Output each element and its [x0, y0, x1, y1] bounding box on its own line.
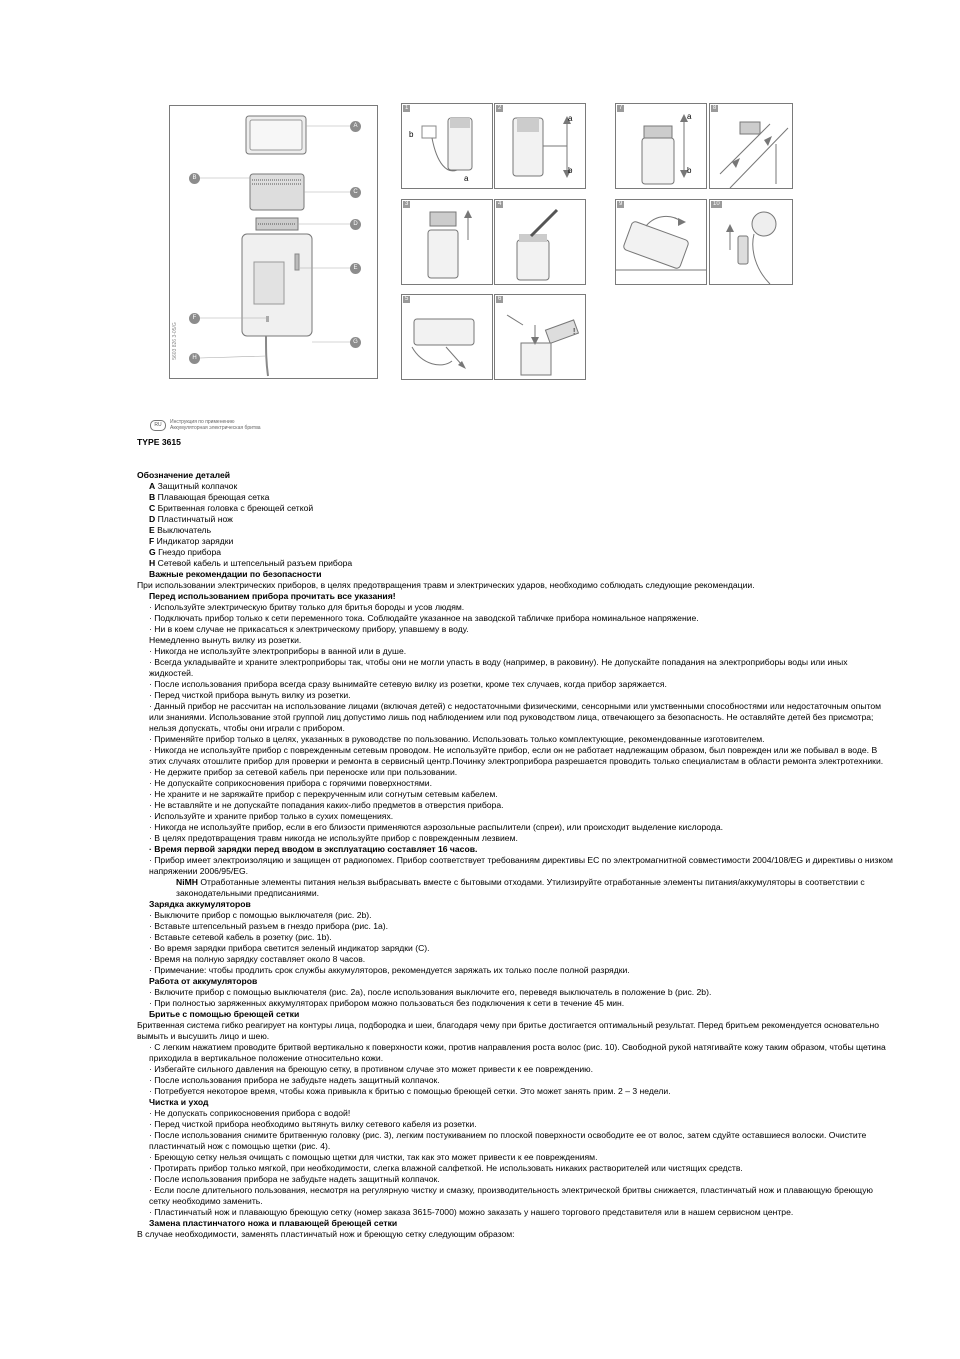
language-badge: RU — [150, 420, 166, 431]
paragraph — [137, 965, 893, 976]
step-panel-2 — [494, 103, 586, 189]
part-key: NiMH — [176, 877, 198, 887]
paragraph-text: · Избегайте сильного давления на бреющую сетку, в противном случае это может привести к ее повреждению. — [149, 1064, 593, 1074]
paragraph-text: Обозначение деталей — [137, 470, 231, 480]
paragraph — [137, 646, 893, 657]
instructions-text — [137, 437, 893, 1240]
paragraph-text: · Никогда не используйте прибор, если в его близости применяются аэрозольные распылители (спреи), или происходит выделение кислорода. — [149, 822, 724, 832]
step-panel-6 — [494, 294, 586, 380]
step-panel-10 — [709, 199, 793, 285]
paragraph — [137, 1020, 893, 1042]
paragraph — [137, 1042, 893, 1064]
paragraph — [137, 877, 893, 899]
paragraph-text: · Подключать прибор только к сети переменного тока. Соблюдайте указанное на заводской табличке прибора номинальное напряжение. — [149, 613, 699, 623]
paragraph — [137, 800, 893, 811]
part-key: F — [149, 536, 155, 546]
paragraph-text: При использовании электрических приборов, в целях предотвращения травм и электрических ударов, необходимо соблюдать следующие рекомендации. — [137, 580, 755, 590]
paragraph-text: · Пластинчатый нож и плавающую бреющую сетку (номер заказа 3615-7000) можно заказать у нашего торгового представителя или в нашем сервисном центре. — [149, 1207, 794, 1217]
paragraph — [137, 778, 893, 789]
paragraph-text: Индикатор зарядки — [154, 536, 234, 546]
part-key: D — [149, 514, 156, 524]
paragraph-text: Бритвенная головка с бреющей сеткой — [155, 503, 314, 513]
panel-label: ! — [573, 327, 576, 336]
part-key: A — [149, 481, 156, 491]
paragraph-text: Пластинчатый нож — [155, 514, 233, 524]
paragraph — [137, 690, 893, 701]
paragraph — [137, 569, 893, 580]
ru-title-line: Аккумуляторная электрическая бритва — [170, 425, 261, 431]
step-panel-7 — [615, 103, 707, 189]
side-code: 5603 826 3-05/G — [171, 322, 178, 360]
paragraph-text: · После использования снимите бритвенную головку (рис. 3), легким постукиванием по плоской поверхности освободите ее от волос, затем сдуйте оставшиеся волоски. Очистите пластинчатый нож с помощью щетки (рис. 4). — [149, 1130, 867, 1151]
paragraph — [137, 657, 893, 679]
paragraph-text: · Всегда укладывайте и храните электроприборы так, чтобы они не могли упасть в воду (например, в раковину). Не допускайте попадания на электроприборы воды или иных жидкостей. — [149, 657, 848, 678]
paragraph — [137, 976, 893, 987]
paragraph-text: · Ни в коем случае не прикасаться к электрическому прибору, упавшему в воду. — [149, 624, 469, 634]
paragraph — [137, 580, 893, 591]
part-key: B — [149, 492, 156, 502]
panel-number: 9 — [619, 201, 623, 207]
paragraph-text: · Вставьте штепсельный разъем в гнездо прибора (рис. 1a). — [149, 921, 389, 931]
paragraph-text: · Бреющую сетку нельзя очищать с помощью щетки для чистки, так как это может привести к ее повреждениям. — [149, 1152, 598, 1162]
paragraph — [137, 1174, 893, 1185]
paragraph-text: · После использования прибора всегда сразу вынимайте сетевую вилку из розетки, кроме тех случаев, когда прибор заряжается. — [149, 679, 667, 689]
paragraph — [137, 811, 893, 822]
callout-c: C — [350, 187, 361, 198]
paragraph-text: · Никогда не используйте электроприборы в ванной или в душе. — [149, 646, 407, 656]
paragraph-text: · Если после длительного пользования, несмотря на регулярную чистку и смазку, производительность электрической бритвы снижается, пластинчатый нож и плавающую бреющую сетку необходимо заменить. — [149, 1185, 873, 1206]
paragraph — [137, 1108, 893, 1119]
paragraph-text: · Используйте и храните прибор только в сухих помещениях. — [149, 811, 394, 821]
shaver-diagram — [170, 106, 377, 378]
paragraph — [137, 745, 893, 767]
paragraph — [137, 1229, 893, 1240]
paragraph — [137, 734, 893, 745]
paragraph-text: · Прибор имеет электроизоляцию и защищен от радиопомех. Прибор соответствует требованиям директивы ЕС по электромагнитной совместимости 2004/108/EG и директивы о низком напряжении 2006/95/EG. — [149, 855, 893, 876]
paragraph — [137, 481, 893, 492]
step-panel-1 — [401, 103, 493, 189]
paragraph — [137, 1152, 893, 1163]
paragraph-text: · Вставьте сетевой кабель в розетку (рис. 1b). — [149, 932, 332, 942]
callout-h: H — [189, 353, 200, 364]
paragraph-text: Важные рекомендации по безопасности — [149, 569, 322, 579]
ru-title — [170, 419, 261, 431]
step-panel-5 — [401, 294, 493, 380]
callout-f: F — [189, 313, 200, 324]
paragraph-text: · Применяйте прибор только в целях, указанных в руководстве по пользованию. Использовать только комплектующие, рекомендованные изготовителем. — [149, 734, 765, 744]
callout-g: G — [350, 337, 361, 348]
part-key: C — [149, 503, 156, 513]
paragraph — [137, 492, 893, 503]
paragraph-text: Замена пластинчатого ножа и плавающей бреющей сетки — [149, 1218, 398, 1228]
paragraph — [137, 547, 893, 558]
panel-number: 1 — [405, 105, 409, 111]
paragraph-text: · Перед чисткой прибора вынуть вилку из розетки. — [149, 690, 351, 700]
paragraph-text: Плавающая бреющая сетка — [155, 492, 270, 502]
paragraph — [137, 1064, 893, 1075]
paragraph-text: · Используйте электрическую бритву только для бритья бороды и усов людям. — [149, 602, 465, 612]
paragraph — [137, 932, 893, 943]
panel-number: 4 — [498, 201, 502, 207]
paragraph — [137, 1009, 893, 1020]
paragraph — [137, 855, 893, 877]
instructions-body — [137, 470, 893, 1240]
panel-number: 7 — [619, 105, 623, 111]
paragraph — [137, 987, 893, 998]
paragraph — [137, 1130, 893, 1152]
paragraph — [137, 1075, 893, 1086]
paragraph — [137, 921, 893, 932]
paragraph — [137, 1185, 893, 1207]
paragraph-text: · Не храните и не заряжайте прибор с перекрученным или согнутым сетевым кабелем. — [149, 789, 498, 799]
spacer — [137, 448, 893, 470]
paragraph — [137, 822, 893, 833]
paragraph — [137, 833, 893, 844]
part-key: G — [149, 547, 156, 557]
panel-label: b — [409, 130, 414, 139]
paragraph-text: · Выключите прибор с помощью выключателя (рис. 2b). — [149, 910, 372, 920]
paragraph — [137, 767, 893, 778]
paragraph-text: · После использования прибора не забудьте надеть защитный колпачок. — [149, 1174, 440, 1184]
paragraph-text: Зарядка аккумуляторов — [149, 899, 251, 909]
paragraph-text: · Включите прибор с помощью выключателя (рис. 2a), после использования выключите его, переведя выключатель в положение b (рис. 2b). — [149, 987, 712, 997]
step-panel-4 — [494, 199, 586, 285]
paragraph — [137, 1086, 893, 1097]
callout-b: B — [189, 173, 200, 184]
paragraph — [137, 503, 893, 514]
paragraph-text: Бритвенная система гибко реагирует на контуры лица, подбородка и шеи, благодаря чему при бритье достигается оптимальный результат. Перед бритьем рекомендуется основательно вымыть и высушить лицо и шею. — [137, 1020, 880, 1041]
paragraph — [137, 943, 893, 954]
paragraph-text: Бритье с помощью бреющей сетки — [149, 1009, 300, 1019]
paragraph-text: · Не допускайте соприкосновения прибора с горячими поверхностями. — [149, 778, 432, 788]
callout-a: A — [350, 121, 361, 132]
paragraph — [137, 613, 893, 624]
part-key: H — [149, 558, 156, 568]
paragraph-text: Работа от аккумуляторов — [149, 976, 258, 986]
panel-label: a — [568, 114, 573, 123]
step-panel-9 — [615, 199, 707, 285]
paragraph-text: · Никогда не используйте прибор с поврежденным сетевым проводом. Не используйте прибор, если он не работает надлежащим образом, был поврежден или же побывал в воде. В этих случаях отошлите прибор для проверки и ремонта в сервисный центр.Починку электроприбора разрешается проводить только специалистам в области ремонта электротехники. — [149, 745, 884, 766]
paragraph-text: В случае необходимости, заменять пластинчатый нож и бреющую сетку следующим образом: — [137, 1229, 515, 1239]
paragraph — [137, 624, 893, 635]
panel-label: a — [464, 174, 469, 183]
paragraph-text: · После использования прибора не забудьте надеть защитный колпачок. — [149, 1075, 440, 1085]
paragraph-text: Гнездо прибора — [155, 547, 222, 557]
ru-title-line: Инструкция по применению — [170, 419, 235, 425]
exploded-view-figure — [169, 105, 378, 379]
panel-number: 5 — [405, 296, 409, 302]
callout-d: D — [350, 219, 361, 230]
paragraph-text: · Перед чисткой прибора необходимо вытянуть вилку сетевого кабеля из розетки. — [149, 1119, 477, 1129]
paragraph-text: · Не держите прибор за сетевой кабель при переноске или при пользовании. — [149, 767, 458, 777]
paragraph-text: Сетевой кабель и штепсельный разъем прибора — [155, 558, 353, 568]
paragraph-text: Отработанные элементы питания нельзя выбрасывать вместе с бытовыми отходами. Утилизируйте отработанные элементы питания/аккумуляторы в соответствии с законодательными предписаниями. — [176, 877, 865, 898]
paragraph-text: · Во время зарядки прибора светится зеленый индикатор зарядки (C). — [149, 943, 430, 953]
panel-number: 3 — [405, 201, 409, 207]
paragraph-text: · В целях предотвращения травм никогда не используйте прибор с поврежденным лезвием. — [149, 833, 518, 843]
paragraph-text: Защитный колпачок — [155, 481, 238, 491]
step-panel-3 — [401, 199, 493, 285]
paragraph — [137, 1207, 893, 1218]
paragraph-text: · Примечание: чтобы продлить срок службы аккумуляторов, рекомендуется заряжать их только после полной разрядки. — [149, 965, 630, 975]
paragraph — [137, 844, 893, 855]
paragraph-text: · Потребуется некоторое время, чтобы кожа привыкла к бритью с помощью бреющей сетки. Это может занять прим. 2 – 3 недели. — [149, 1086, 671, 1096]
paragraph — [137, 954, 893, 965]
paragraph-text: · Данный прибор не рассчитан на использование лицами (включая детей) с недостаточными физическими, сенсорными или умственными способностями или недостаточным опытом или знаниями. Использование этой группой лиц допустимо лишь под наблюдением или под руководством лица, отвечающего за безопасность. Не оставляйте детей без присмотра; нельзя допускать, чтобы они играли с прибором. — [149, 701, 882, 733]
paragraph-text: Немедленно вынуть вилку из розетки. — [149, 635, 302, 645]
paragraph — [137, 591, 893, 602]
panel-number: 10 — [713, 201, 720, 207]
type-heading: TYPE 3615 — [137, 437, 181, 447]
paragraph — [137, 558, 893, 569]
paragraph-text: · Протирать прибор только мягкой, при необходимости, слегка влажной салфеткой. Не использовать никаких растворителей или чистящих средств. — [149, 1163, 743, 1173]
panel-label: a — [687, 112, 692, 121]
paragraph — [137, 635, 893, 646]
paragraph — [137, 602, 893, 613]
paragraph-text: Перед использованием прибора прочитать все указания! — [149, 591, 396, 601]
paragraph — [137, 1218, 893, 1229]
paragraph-text: Выключатель — [154, 525, 212, 535]
paragraph — [137, 1119, 893, 1130]
paragraph-text: · Не вставляйте и не допускайте попадания каких-либо предметов в отверстия прибора. — [149, 800, 504, 810]
panel-label: b — [687, 166, 692, 175]
paragraph — [137, 1097, 893, 1108]
paragraph — [137, 536, 893, 547]
paragraph — [137, 701, 893, 734]
part-key: E — [149, 525, 155, 535]
panel-number: 2 — [498, 105, 502, 111]
paragraph — [137, 789, 893, 800]
step-panel-8 — [709, 103, 793, 189]
panel-label: b — [568, 166, 573, 175]
paragraph — [137, 910, 893, 921]
paragraph-text: · Время первой зарядки перед вводом в эксплуатацию составляет 16 часов. — [149, 844, 478, 854]
panel-number: 6 — [498, 296, 502, 302]
paragraph — [137, 1163, 893, 1174]
paragraph — [137, 899, 893, 910]
paragraph-text: Чистка и уход — [149, 1097, 209, 1107]
callout-e: E — [350, 263, 361, 274]
paragraph-text: · При полностью заряженных аккумуляторах прибором можно пользоваться без подключения к сети в течение 45 мин. — [149, 998, 625, 1008]
paragraph — [137, 998, 893, 1009]
paragraph-text: · С легким нажатием проводите бритвой вертикально к поверхности кожи, против направления роста волос (рис. 10). Свободной рукой натягивайте кожу таким образом, чтобы щетина приходила в вертикальное положение относительно кожи. — [149, 1042, 886, 1063]
paragraph — [137, 525, 893, 536]
paragraph-text: · Время на полную зарядку составляет около 8 часов. — [149, 954, 366, 964]
paragraph-text: · Не допускать соприкосновения прибора с водой! — [149, 1108, 351, 1118]
paragraph — [137, 470, 893, 481]
panel-number: 8 — [713, 105, 717, 111]
paragraph — [137, 514, 893, 525]
paragraph — [137, 679, 893, 690]
